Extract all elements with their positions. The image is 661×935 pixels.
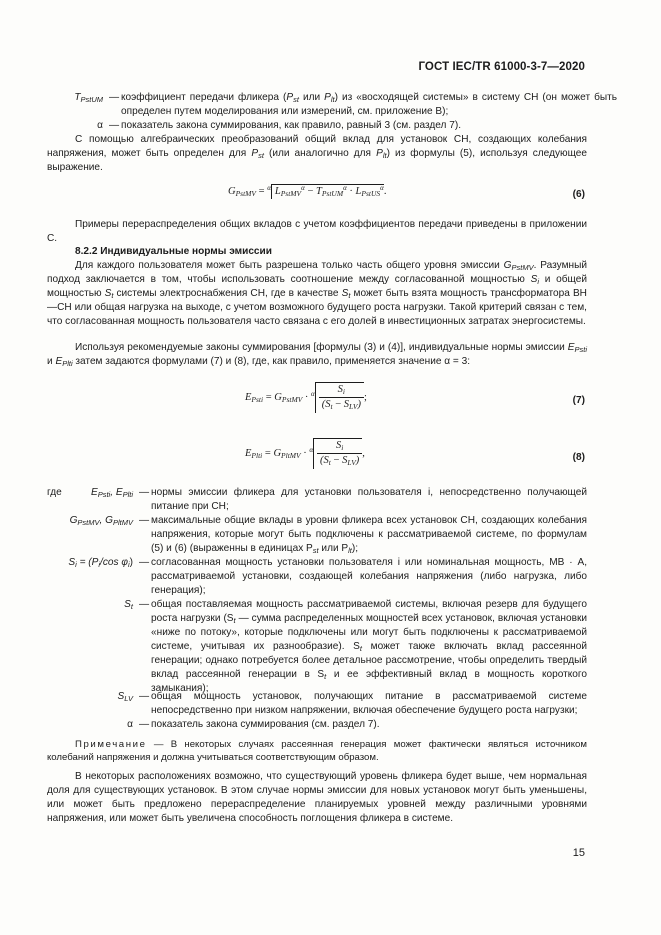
note: Примечание — В некоторых случаях рассеянная генерация может фактически являться источником колебаний напряжения и должна учитываться соответствующим образом. <box>47 739 587 764</box>
def-st: $S_t$ — общая поставляемая мощность рассматриваемой системы, включая резерв для будущего роста нагрузки ($S_t$ — сумма распределенных мощностей всех установок, включая установки «ниже по потоку», которые подключены или могут быть подключены к рассматриваемой системе, учитывая их разнообразие). $S_t$ может также включать вклад рассеянной генерации; однако потребуется более детальное рассмотрение, чтобы определить твердый вклад рассеянной генерации в $S_t$ и ее эффективный вклад в мощность короткого замыкания); <box>124 599 587 694</box>
formula-8-number: (8) <box>572 452 585 463</box>
formula-8: $E_{Plti} = G_{PltMV} \cdot ^\alpha$ $\frac{S_i}{(S_t - S_{LV})}$ , <box>245 440 365 468</box>
paragraph-2: Примеры перераспределения общих вкладов с учетом коэффициентов передачи приведены в приложении С. <box>47 219 587 244</box>
formula-6: $G_{PstMV} = ^\alpha$ $L_{PstMV}^\alpha - T_{PstUM}^\alpha \cdot L_{PstUS}^\alpha$. <box>228 184 387 199</box>
def-g: $G_{PstMV}$, $G_{PltMV}$ — максимальные общие вклады в уровни фликера всех установок СН, создающих колебания напряжения, которые могут быть подключены к рассматриваемой системе, по формулам (5) и (6) (выраженны в единицах $P_{st}$ или $P_{lt}$); <box>69 515 587 555</box>
def-slv: $S_{LV}$ — общая мощность установок, получающих питание в рассматриваемой системе непосредственно при низком напряжении, включая обеспечение будущего роста нагрузки; <box>117 691 587 716</box>
formula-7: $E_{Psti} = G_{PstMV} \cdot ^\alpha$ $\frac{S_i}{(S_t - S_{LV})}$ ; <box>245 384 367 412</box>
section-heading: 8.2.2 Индивидуальные нормы эмиссии <box>75 246 272 257</box>
doc-title-header: ГОСТ IEC/TR 61000-3-7—2020 <box>418 61 585 73</box>
paragraph-3: Для каждого пользователя может быть разрешена только часть общего уровня эмиссии $G_{PstMV}$. Разумный подход заключается в том, чтобы использовать соотношение между согласованной мощностью $S_i$ и общей мощностью $S_t$ системы электроснабжения СН, где в качестве $S_t$ может быть взята мощность трансформатора ВН—СН или общая нагрузка на выходе, с учетом возможного будущего роста нагрузки. Такой критерий связан с тем, что согласованная мощность пользователя часто связана с его долей в инвестиционных затратах энергосистемы. <box>47 260 587 327</box>
formula-6-number: (6) <box>572 189 585 200</box>
def-alpha-top: α — показатель закона суммирования, как правило, равный 3 (см. раздел 7). <box>97 120 462 131</box>
paragraph-5: В некоторых расположениях возможно, что существующий уровень фликера будет выше, чем нормальная доля для существующих установок. В этом случае нормы эмиссии для новых установок могут быть уменьшены, или может быть предложено перераспределение планируемых уровней между различными уровнями напряжения, или может быть увеличена способность поглощения фликера в системе. <box>47 771 587 824</box>
paragraph-4: Используя рекомендуемые законы суммирования [формулы (3) и (4)], индивидуальные нормы эмиссии $E_{Psti}$ и $E_{Plti}$ затем задаются формулами (7) и (8), где, как правило, применяется значение α = 3: <box>47 342 587 368</box>
def-tpstum: $T_{PstUM}$ — коэффициент передачи фликера ($P_{st}$ или $P_{lt}$) из «восходящей системы» в систему СН (он может быть определен путем моделирования или измерений, см. приложение В); <box>74 92 617 117</box>
def-alpha: α — показатель закона суммирования (см. раздел 7). <box>127 719 380 730</box>
page-number: 15 <box>572 847 585 859</box>
paragraph-1: С помощью алгебраических преобразований общий вклад для установок СН, создающих колебания напряжения, может быть определен для $P_{st}$ (или аналогично для $P_{lt}$) из формулы (5), используя следующее выражение. <box>47 134 588 173</box>
formula-7-number: (7) <box>572 395 585 406</box>
def-si: $S_i = (P_i/\cos$ $\varphi_i$) — согласованная мощность установки пользователя i или номинальная мощность, МВ · А, рассматриваемой установки, создающей колебания напряжения (либо нагрузка, либо генерация); <box>68 557 587 596</box>
def-e: где $E_{Psti}$, $E_{Plti}$ — нормы эмиссии фликера для установки пользователя i, непосредственно получающей питание при СН; <box>47 487 587 512</box>
